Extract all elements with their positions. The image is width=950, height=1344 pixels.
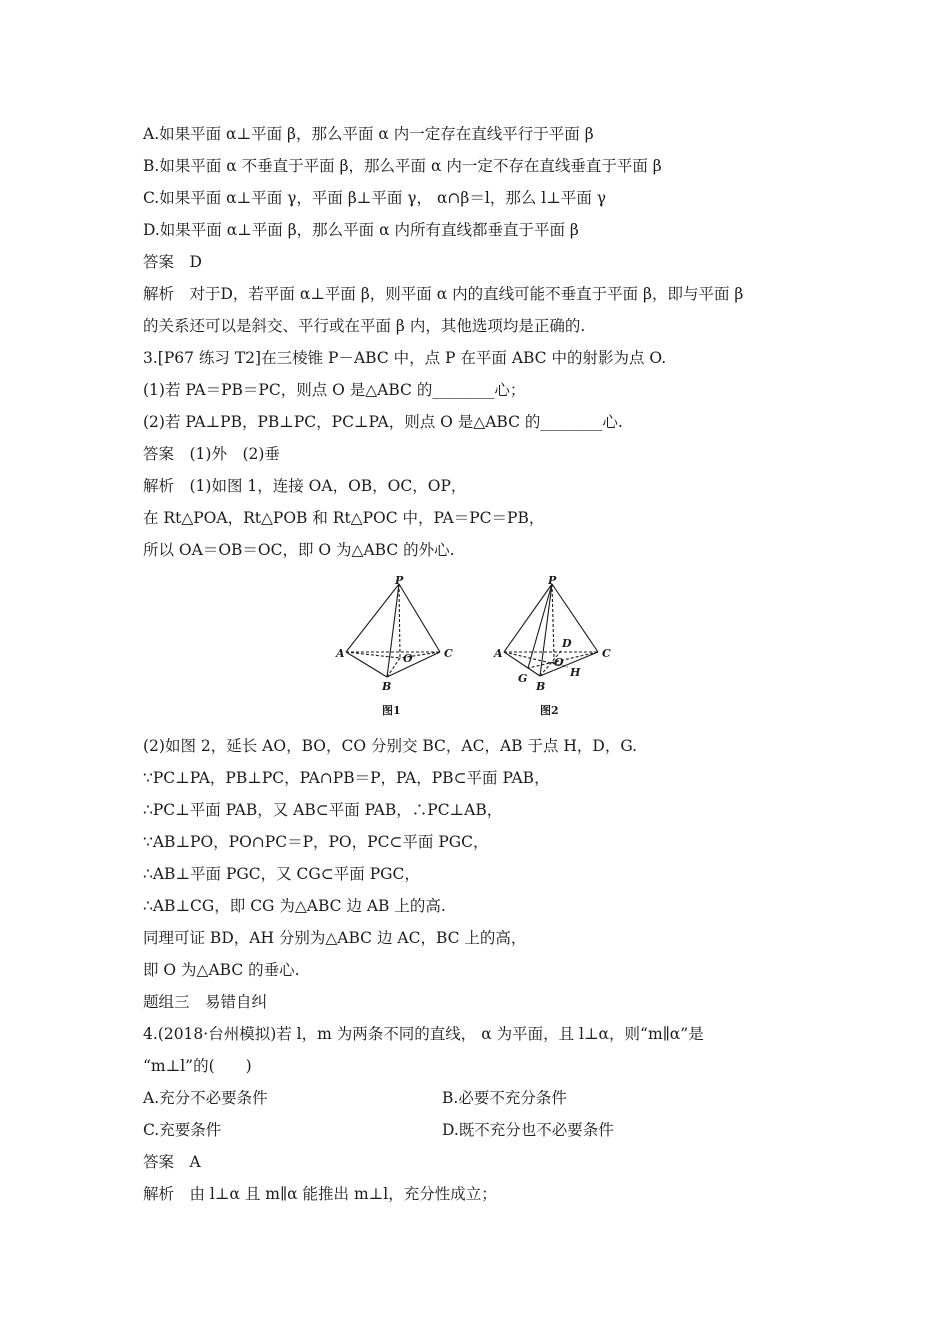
q2-option-a: A.如果平面 α⊥平面 β，那么平面 α 内一定存在直线平行于平面 β — [143, 125, 594, 143]
q4-answer: 答案 A — [143, 1153, 201, 1171]
label-h: H — [570, 666, 581, 679]
q3-analysis2-line-8: 即 O 为△ABC 的垂心. — [143, 961, 300, 979]
q3-answer: 答案 (1)外 (2)垂 — [143, 445, 280, 463]
label-p: P — [548, 574, 557, 587]
label-a: A — [494, 647, 503, 660]
q4-option-a: A.充分不必要条件 — [143, 1089, 268, 1107]
q2-option-d: D.如果平面 α⊥平面 β，那么平面 α 内所有直线都垂直于平面 β — [143, 221, 579, 239]
q3-analysis2-line-4: ∵AB⊥PO，PO∩PC＝P，PO，PC⊂平面 PGC， — [143, 833, 489, 851]
q2-answer: 答案 D — [143, 253, 202, 271]
q4-option-b: B.必要不充分条件 — [442, 1089, 567, 1107]
q3-analysis-line-2: 在 Rt△POA，Rt△POB 和 Rt△POC 中，PA＝PC＝PB， — [143, 509, 545, 527]
label-b: B — [536, 680, 546, 693]
q3-analysis2-line-5: ∴AB⊥平面 PGC，又 CG⊂平面 PGC， — [143, 865, 420, 883]
q2-option-b: B.如果平面 α 不垂直于平面 β，那么平面 α 内一定不存在直线垂直于平面 β — [143, 157, 662, 175]
q4-stem-line-2: “m⊥l”的( ) — [143, 1057, 252, 1075]
q3-analysis2-line-6: ∴AB⊥CG，即 CG 为△ABC 边 AB 上的高. — [143, 897, 446, 915]
q3-analysis2-line-3: ∴PC⊥平面 PAB，又 AB⊂平面 PAB，∴PC⊥AB， — [143, 801, 503, 819]
q2-option-c: C.如果平面 α⊥平面 γ，平面 β⊥平面 γ， α∩β＝l，那么 l⊥平面 γ — [143, 189, 607, 207]
label-g: G — [518, 672, 528, 685]
label-o: O — [403, 652, 413, 665]
q3-part-1: (1)若 PA＝PB＝PC，则点 O 是△ABC 的________心； — [143, 381, 526, 399]
label-c: C — [444, 647, 453, 660]
q3-analysis-line-1: 解析 (1)如图 1，连接 OA，OB，OC，OP， — [143, 477, 467, 495]
label-b: B — [382, 680, 392, 693]
label-p: P — [395, 574, 404, 587]
figure-2-caption: 图2 — [540, 704, 559, 717]
q2-analysis-line-2: 的关系还可以是斜交、平行或在平面 β 内，其他选项均是正确的. — [143, 317, 586, 335]
q4-analysis: 解析 由 l⊥α 且 m∥α 能推出 m⊥l，充分性成立； — [143, 1185, 497, 1203]
q4-stem-line-1: 4.(2018·台州模拟)若 l，m 为两条不同的直线， α 为平面，且 l⊥α，则“m∥α”是 — [143, 1025, 704, 1043]
label-c: C — [602, 647, 611, 660]
q3-part-2: (2)若 PA⊥PB，PB⊥PC，PC⊥PA，则点 O 是△ABC 的________心. — [143, 413, 623, 431]
figure-2 — [488, 572, 628, 722]
q3-analysis-line-3: 所以 OA＝OB＝OC，即 O 为△ABC 的外心. — [143, 541, 455, 559]
section-title: 题组三 易错自纠 — [143, 993, 268, 1011]
q2-analysis-line-1: 解析 对于D，若平面 α⊥平面 β，则平面 α 内的直线可能不垂直于平面 β，即与平面 β — [143, 285, 744, 303]
pyramid-diagram-2 — [488, 572, 628, 722]
q3-analysis2-line-2: ∵PC⊥PA，PB⊥PC，PA∩PB＝P，PA，PB⊂平面 PAB， — [143, 769, 550, 787]
label-a: A — [336, 647, 345, 660]
figure-1 — [330, 572, 470, 722]
q3-analysis2-line-1: (2)如图 2，延长 AO，BO，CO 分别交 BC，AC，AB 于点 H，D，G. — [143, 737, 638, 755]
q3-stem: 3.[P67 练习 T2]在三棱锥 P－ABC 中，点 P 在平面 ABC 中的射影为点 O. — [143, 349, 667, 367]
label-o: O — [554, 656, 564, 669]
q4-option-c: C.充要条件 — [143, 1121, 222, 1139]
label-d: D — [562, 637, 572, 650]
q3-analysis2-line-7: 同理可证 BD，AH 分别为△ABC 边 AC，BC 上的高， — [143, 929, 527, 947]
figure-1-caption: 图1 — [382, 704, 401, 717]
pyramid-diagram-1 — [330, 572, 470, 722]
q4-option-d: D.既不充分也不必要条件 — [442, 1121, 614, 1139]
